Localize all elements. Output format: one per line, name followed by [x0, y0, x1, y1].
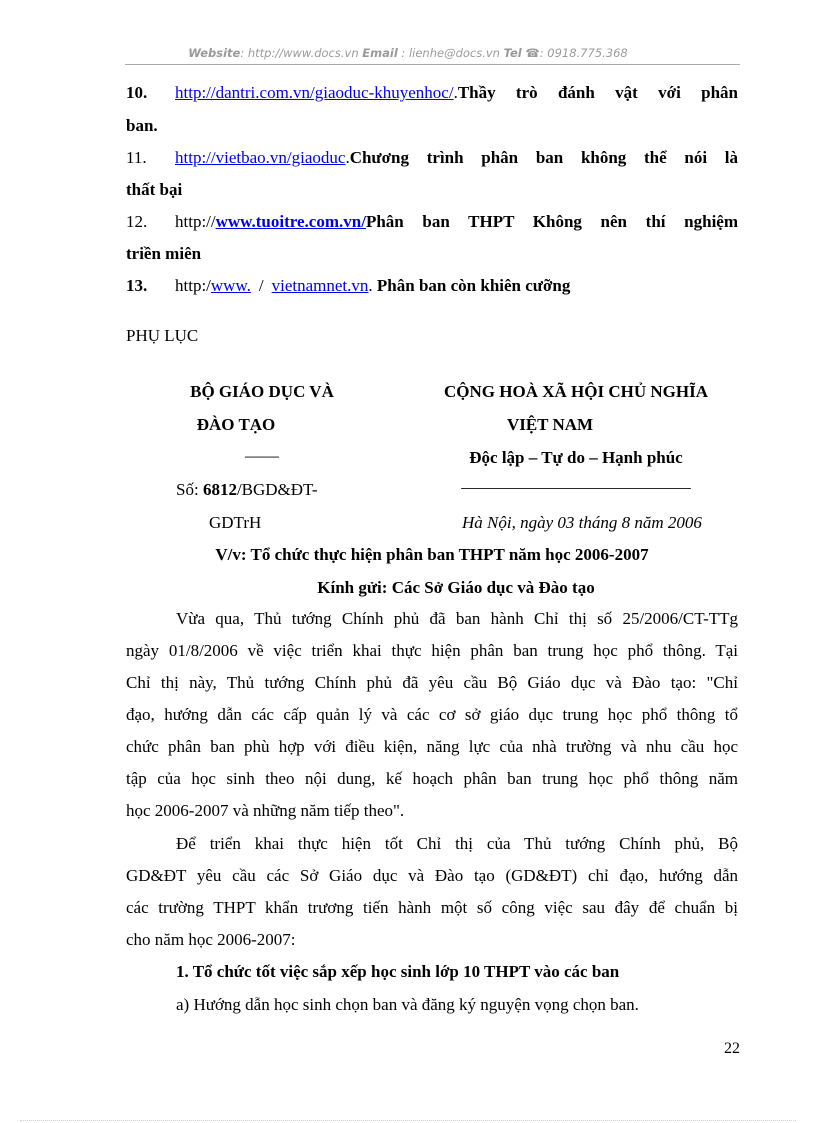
ref-link[interactable]: http://vietbao.vn/giaoduc [175, 148, 346, 167]
reference-13 [126, 274, 738, 298]
para2-line: cho năm học 2006-2007: [126, 930, 296, 949]
reference-11-cont: thất bại [126, 180, 183, 199]
appendix-title: PHỤ LỤC [126, 326, 199, 345]
ref-number: 13. [126, 276, 148, 295]
para1-line: ngày 01/8/2006 về việc triển khai thực hiện phân ban trung học phổ thông. Tại [126, 641, 738, 660]
ref-title: Phân ban còn khiên cưỡng [376, 276, 571, 295]
ref-link[interactable]: http://dantri.com.vn/giaoduc-khuyenhoc/ [175, 83, 454, 102]
section-heading: 1. Tổ chức tốt việc sắp xếp học sinh lớp 10 THPT vào các ban [176, 962, 620, 981]
reference-10-cont: ban. [126, 116, 158, 135]
so-label: Số: [176, 480, 203, 499]
website-value: : http://www.docs.vn [240, 46, 359, 60]
para1-line: Chỉ thị này, Thủ tướng Chính phủ đã yêu cầu Bộ Giáo dục và Đào tạo: "Chỉ [126, 673, 738, 692]
greeting-line: Kính gửi: Các Sở Giáo dục và Đào tạo [317, 578, 595, 597]
reference-12-cont: triền miên [126, 244, 202, 263]
para2-line: GD&ĐT yêu cầu các Sở Giáo dục và Đào tạo (GD&ĐT) chỉ đạo, hướng dẫn [126, 866, 738, 885]
ref-link[interactable]: www.tuoitre.com.vn/ [215, 212, 366, 231]
ref-link-1[interactable]: www. [210, 276, 251, 295]
para1-line: chức phân ban phù hợp với điều kiện, năng lực của nhà trường và nhu cầu học [126, 737, 738, 756]
section-item-a: a) Hướng dẫn học sinh chọn ban và đăng ký nguyện vọng chọn ban. [176, 995, 639, 1014]
page-bottom-border [20, 1120, 796, 1121]
ref-title: Chương trình phân ban không thể nói là [349, 148, 738, 167]
reference-10 [126, 81, 738, 105]
email-value: : lienhe@docs.vn [401, 46, 500, 60]
ref-link-2[interactable]: vietnamnet.vn [271, 276, 369, 295]
ref-number: 11. [126, 148, 147, 167]
ref-prefix: http:/ [175, 276, 211, 295]
so-rest: /BGD&ĐT- [236, 480, 318, 499]
so-number: 6812 [202, 480, 237, 499]
ref-title: Phân ban THPT Không nên thí nghiệm [365, 212, 738, 231]
reference-11 [126, 146, 738, 170]
tel-label: Tel [503, 46, 522, 60]
page-number: 22 [724, 1040, 740, 1057]
ref-number: 10. [126, 83, 148, 102]
reference-12 [126, 210, 738, 234]
para1-line: Vừa qua, Thủ tướng Chính phủ đã ban hành Chỉ thị số 25/2006/CT-TTg [176, 609, 738, 628]
page-header [0, 46, 816, 60]
ministry-name-line2: ĐÀO TẠO [196, 415, 276, 434]
tel-value: ☎: 0918.775.368 [525, 46, 628, 60]
ref-dot: . [345, 148, 350, 167]
document-date: Hà Nội, ngày 03 tháng 8 năm 2006 [462, 513, 702, 532]
national-rule: ___________________________ [461, 472, 691, 491]
national-motto: Độc lập – Tự do – Hạnh phúc [469, 448, 683, 467]
header-divider [125, 64, 740, 65]
para2-line: các trường THPT khẩn trương tiến hành một số công việc sau đây để chuẩn bị [126, 898, 738, 917]
ministry-name-line1: BỘ GIÁO DỤC VÀ [190, 382, 334, 401]
national-title-line1: CỘNG HOÀ XÃ HỘI CHỦ NGHĨA [444, 382, 708, 401]
ref-sep: / [258, 276, 264, 295]
ref-title: Thầy trò đánh vật với phân [457, 83, 738, 102]
ref-dot: . [453, 83, 458, 102]
document-number [176, 478, 318, 502]
ref-prefix: http:// [175, 212, 216, 231]
para1-line: học 2006-2007 và những năm tiếp theo". [126, 801, 405, 820]
para1-line: tập của học sinh theo nội dung, kế hoạch phân ban trung học phổ thông năm [126, 769, 738, 788]
subject-line: V/v: Tổ chức thực hiện phân ban THPT năm học 2006-2007 [215, 545, 649, 564]
para2-line: Để triển khai thực hiện tốt Chỉ thị của Thủ tướng Chính phủ, Bộ [176, 834, 738, 853]
ref-number: 12. [126, 212, 148, 231]
ministry-rule: —— [245, 446, 279, 465]
para1-line: đạo, hướng dẫn các cấp quản lý và các cơ sở giáo dục trung học phổ thông tổ [126, 705, 738, 724]
document-number-line2: GDTrH [209, 513, 262, 532]
website-label: Website [188, 46, 241, 60]
email-label: Email [362, 46, 398, 60]
ref-dot: . [368, 276, 373, 295]
national-title-line2: VIỆT NAM [506, 415, 594, 434]
